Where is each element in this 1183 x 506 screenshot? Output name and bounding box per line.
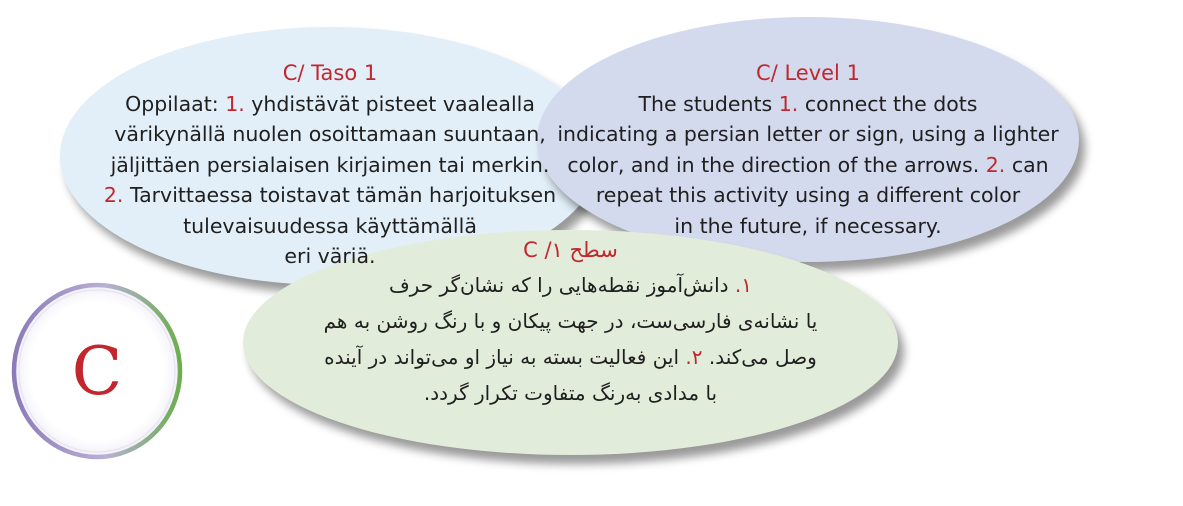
english-title: C/ Level 1 xyxy=(756,61,860,85)
finnish-step-1-number: 1. xyxy=(225,91,245,116)
english-text xyxy=(537,58,1079,241)
finnish-line-5: tulevaisuudessa käyttämällä xyxy=(183,213,477,238)
finnish-title: C/ Taso 1 xyxy=(282,61,378,85)
persian-line-3-prefix: وصل می‌کند. xyxy=(702,345,817,369)
level-c-circle-icon xyxy=(8,278,186,464)
finnish-line-4-suffix: Tarvittaessa toistavat tämän harjoituksen xyxy=(123,183,557,207)
persian-line-3 xyxy=(243,339,898,375)
persian-text xyxy=(243,233,898,411)
persian-line-2: یا نشانه‌ی فارسی‌ست، در جهت پیکان و با رنگ روشن به هم xyxy=(323,309,818,333)
english-line-1-suffix: connect the dots xyxy=(798,91,978,116)
finnish-line-1-prefix: Oppilaat: xyxy=(125,91,226,116)
badge-letter: C xyxy=(71,333,123,410)
finnish-step-2-number: 2. xyxy=(103,183,124,207)
persian-step-2-number: ۲. xyxy=(685,345,703,369)
persian-line-3-suffix: این فعالیت بسته به نیاز او می‌تواند در آینده xyxy=(324,345,686,369)
english-line-1 xyxy=(537,89,1079,120)
persian-line-4: با مدادی به‌رنگ متفاوت تکرار گردد. xyxy=(423,381,718,405)
persian-line-1 xyxy=(243,267,898,303)
finnish-line-1-suffix: yhdistävät pisteet vaalealla xyxy=(244,91,535,116)
finnish-line-6: eri väriä. xyxy=(284,244,376,268)
persian-step-1-number: ۱. xyxy=(734,273,753,297)
english-step-1-number: 1. xyxy=(778,91,799,116)
english-line-2: indicating a persian letter or sign, using a lighter xyxy=(557,122,1059,146)
finnish-line-3: jäljittäen persialaisen kirjaimen tai merkin. xyxy=(110,152,550,177)
english-line-3-suffix: can xyxy=(1005,152,1049,177)
finnish-line-2: värikynällä nuolen osoittamaan suuntaan, xyxy=(114,122,546,146)
finnish-line-1 xyxy=(60,89,600,120)
english-step-2-number: 2. xyxy=(985,152,1006,177)
persian-line-1-text: دانش‌آموز نقطه‌هایی را که نشان‌گر حرف xyxy=(388,273,735,297)
english-line-3 xyxy=(537,150,1079,181)
english-line-4: repeat this activity using a different color xyxy=(595,183,1021,207)
english-line-3-prefix: color, and in the direction of the arrows. xyxy=(567,152,986,177)
english-line-1-prefix: The students xyxy=(638,91,779,116)
persian-title: سطح ۱/ C xyxy=(523,238,618,262)
finnish-line-4 xyxy=(60,180,600,211)
english-line-5: in the future, if necessary. xyxy=(674,213,942,238)
